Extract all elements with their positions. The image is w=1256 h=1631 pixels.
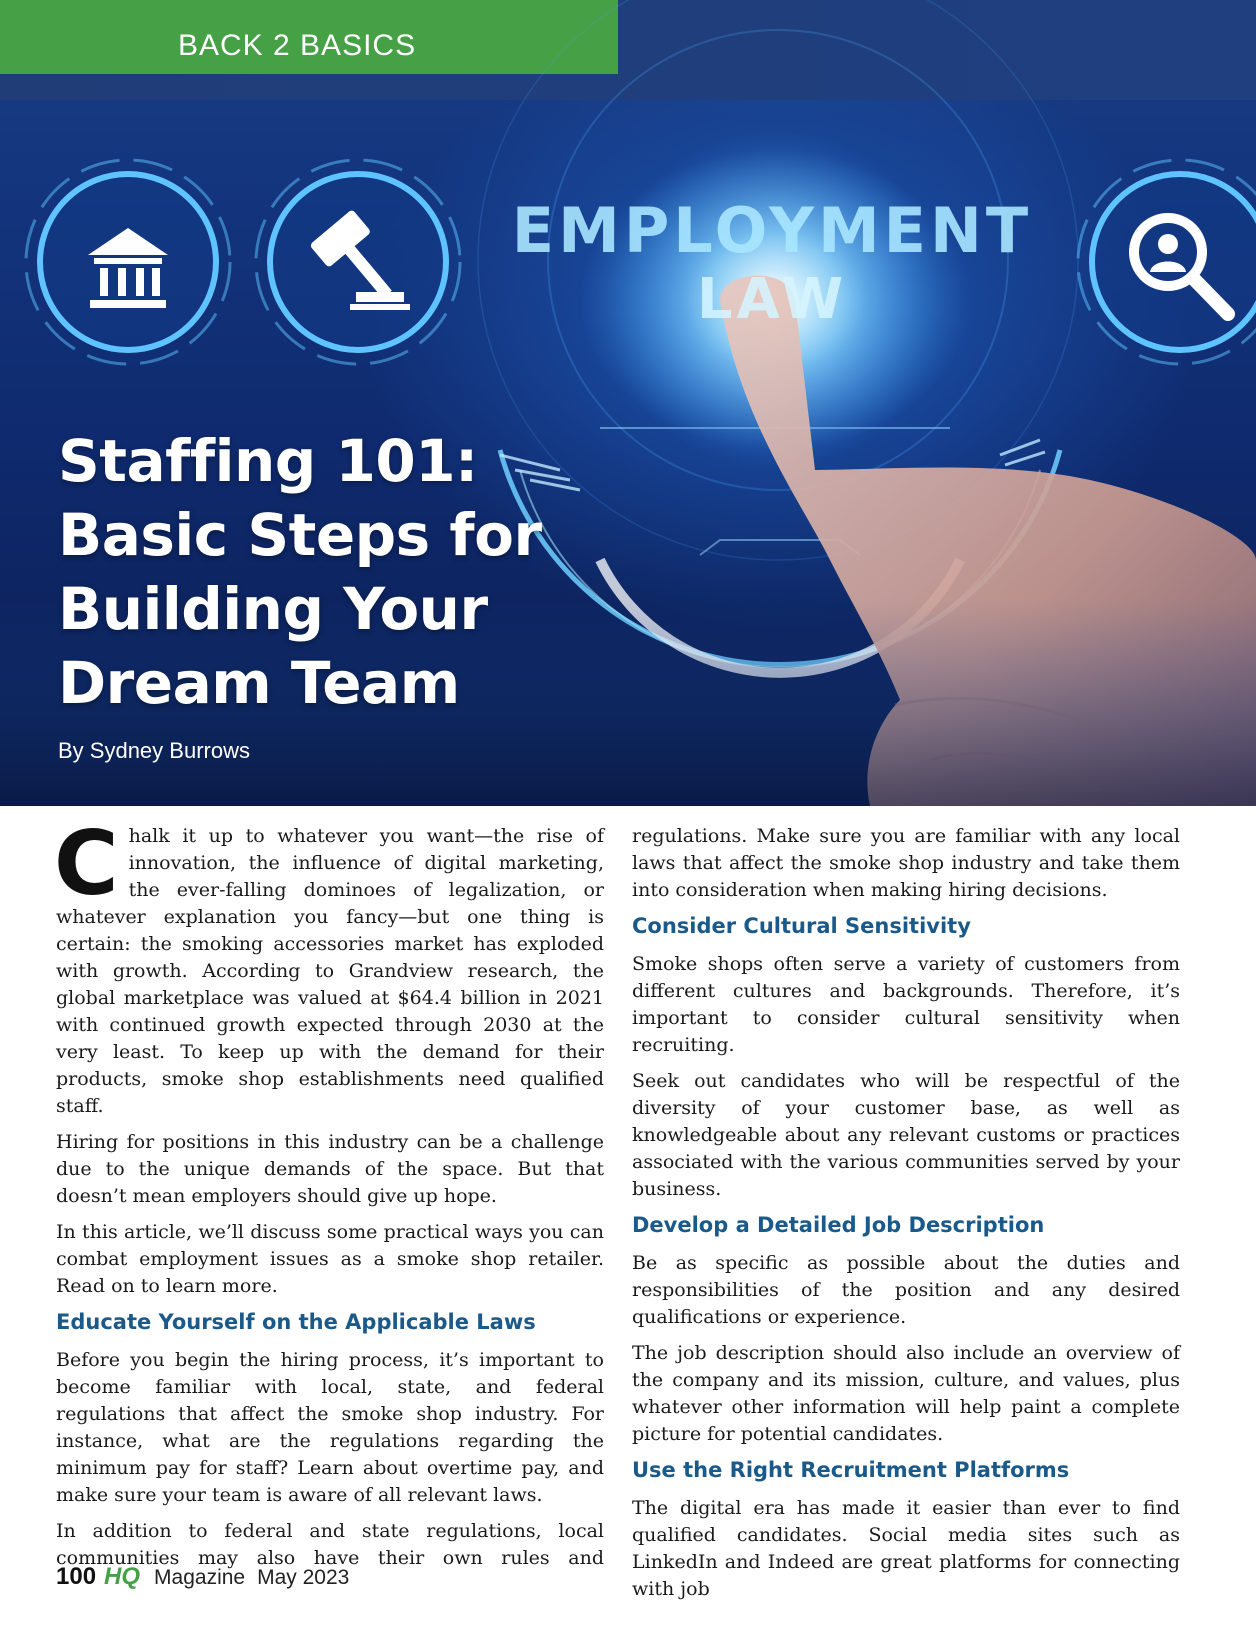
section-heading-laws: Educate Yourself on the Applicable Laws	[56, 1310, 536, 1334]
hero-banner	[0, 0, 1256, 806]
employment-glow-text: EMPLOYMENT	[511, 194, 1033, 267]
gavel-icon	[256, 160, 460, 364]
intro-text: halk it up to whatever you want—the rise of innovation, the influence of digital marketing, the ever-falling dominoes of legalization, or whatever explanation you fancy—but one thing is certain: the smoking accessories market has exploded with growth. According to Grandview research, the global marketplace was valued at $64.4 billion in 2021 with continued growth expected through 2030 at the very least. To keep up with the demand for their products, smoke shop establishments need qualified staff.	[56, 825, 604, 1117]
institution-icon	[26, 160, 230, 364]
paragraph-continued: In addition to federal and state regulations, local communities may also have their own rules and	[56, 1520, 604, 1569]
article-column-left	[54, 812, 604, 1581]
article-headline	[58, 424, 618, 720]
section-heading-platforms: Use the Right Recruitment Platforms	[632, 1458, 1070, 1482]
section-heading-job-description: Develop a Detailed Job Description	[632, 1213, 1045, 1237]
byline: By Sydney Burrows	[58, 738, 250, 763]
paragraph: Seek out candidates who will be respectful of the diversity of your customer base, as well as knowledgeable about any relevant customs or practices associated with the various communities served by your business.	[632, 1070, 1180, 1200]
headline-line: Building Your	[58, 575, 488, 643]
paragraph: Hiring for positions in this industry can be a challenge due to the unique demands of the space. But that doesn’t mean employers should give up hope.	[56, 1131, 604, 1207]
issue-date: May 2023	[257, 1566, 350, 1589]
section-heading-culture: Consider Cultural Sensitivity	[632, 914, 971, 938]
paragraph: Be as specific as possible about the duties and responsibilities of the position and any desired qualifications or experience.	[632, 1252, 1180, 1328]
headline-line: Dream Team	[58, 649, 460, 717]
paragraph: Before you begin the hiring process, it’s important to become familiar with local, state, and federal regulations that affect the smoke shop industry. For instance, what are the regulations regarding the minimum pay for staff? Learn about overtime pay, and make sure your team is aware of all relevant laws.	[56, 1349, 604, 1506]
paragraph: In this article, we’ll discuss some practical ways you can combat employment issues as a smoke shop retailer. Read on to learn more.	[56, 1221, 604, 1297]
section-tag: BACK 2 BASICS	[0, 0, 618, 74]
page-footer	[56, 1563, 349, 1595]
paragraph-continuation: regulations. Make sure you are familiar with any local laws that affect the smoke shop industry and take them into consideration when making hiring decisions.	[632, 825, 1180, 901]
paragraph: Smoke shops often serve a variety of customers from different cultures and backgrounds. Therefore, it’s important to consider cultural sensitivity when recruiting.	[632, 953, 1180, 1056]
magazine-logo: HQ	[104, 1563, 141, 1590]
page-number: 100	[56, 1563, 97, 1590]
person-search-icon	[1078, 160, 1256, 364]
article-column-right	[632, 823, 1180, 1612]
law-glow-text: LAW	[696, 267, 848, 332]
drop-cap: C	[54, 812, 119, 915]
intro-paragraph	[54, 812, 604, 1120]
magazine-name: Magazine	[154, 1566, 246, 1589]
headline-line: Staffing 101:	[58, 427, 478, 495]
paragraph: The digital era has made it easier than ever to find qualified candidates. Social media sites such as LinkedIn and Indeed are great platforms for connecting with job	[632, 1497, 1180, 1600]
headline-line: Basic Steps for	[58, 501, 542, 569]
paragraph: The job description should also include an overview of the company and its mission, culture, and values, plus whatever other information will help paint a complete picture for potential candidates.	[632, 1342, 1180, 1445]
